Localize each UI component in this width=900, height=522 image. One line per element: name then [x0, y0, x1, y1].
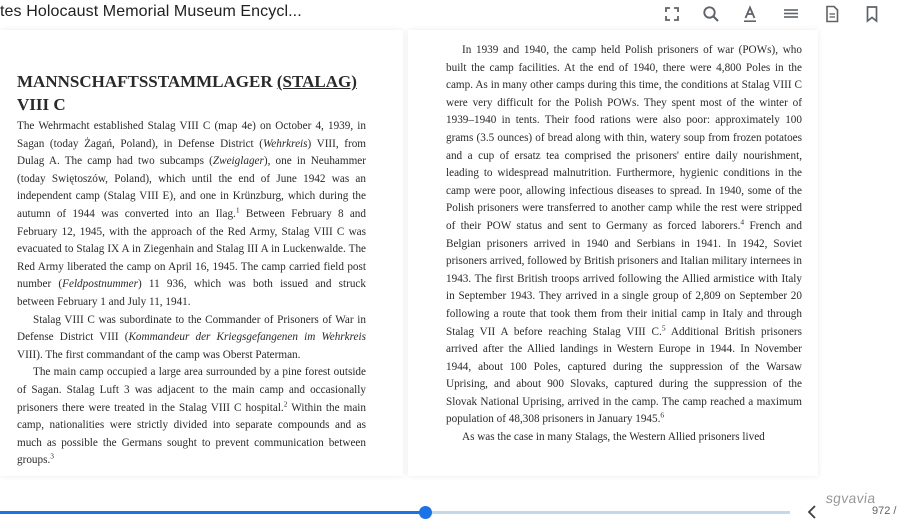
footnote-ref[interactable]: 5	[661, 322, 666, 332]
document-title: tes Holocaust Memorial Museum Encycl...	[0, 3, 302, 20]
search-icon[interactable]	[699, 2, 723, 26]
right-page-body	[446, 42, 802, 447]
paragraph: As was the case in many Stalags, the Western Allied prisoners lived	[462, 431, 765, 444]
bookmark-icon[interactable]	[860, 2, 884, 26]
progress-fill	[0, 511, 425, 514]
contents-icon[interactable]	[779, 2, 803, 26]
left-page-body	[17, 118, 366, 470]
paragraph: In 1939 and 1940, the camp held Polish prisoners of war (POWs), who built the camp facilities. At the end of 1940, there were 4,800 Poles in the camp. As in many other camps during this time, the conditions at Stalag VIII C were very difficult for the Polish POWs. They spent most of the winter of 1939–1940 in tents. Their food rations were also poor: approximately 100 grams (3.5 ounces) of bread along with thin, watery soup from frozen potatoes and a cup of ersatz tea comprised the prisoners' entire daily nourishment, leading to widespread malnutrition. Furthermore, hygienic conditions in the camp were poor, allowing infectious diseases to spread. In 1940, some of the Polish prisoners were transferred to another camp while the rest were stripped of their POW status and sent to Germany as forced laborers.$^4$ French and Belgian prisoners arrived in 1940 and Serbians in 1941. In 1942, Soviet prisoners arrived, followed by British prisoners and Italian military internees in 1943. The first British troops arrived following the Allied armistice with Italy in September 1943. They arrived in a single group of 2,809 on September 20 following a route that took them from their initial camp in Italy and through Stalag VII A before reaching Stalag VIII C.$^5$ Additional British prisoners arrived after the Allied landings in Western Europe in 1944. In November 1944, about 100 Poles, captured during the suppression of the Warsaw Uprising, and about 900 Slovaks, captured during the suppression of the Slovak National Uprising, arrived in the camp. The camp reached a maximum population of 48,308 prisoners in January 1945.$^6$	[446, 44, 802, 426]
footnote-ref[interactable]: 3	[50, 451, 55, 461]
paragraph: Stalag VIII C was subordinate to the Commander of Prisoners of War in Defense District VIII (Kommandeur der Kriegsgefangenen im Wehrkreis VIII). The first commandant of the camp was Oberst Paterman.	[17, 313, 366, 361]
reader-toolbar	[0, 0, 900, 30]
paragraph: The Wehrmacht established Stalag VIII C (map 4e) on October 4, 1939, in Sagan (today Żagań, Poland), in Defense District (Wehrkreis) VIII, from Dulag A. The camp had two subcamps (Zweiglager), one in Neuhammer (today Swiętoszów, Poland), which until the end of June 1942 was an independent camp (Stalag VIII E), and one in Krünzburg, which during the autumn of 1944 was converted into an Ilag.$^1$ Between February 8 and February 12, 1945, with the approach of the Red Army, Stalag VIII C was evacuated to Stalag IX A in Ziegenhain and Stalag III A in Luckenwalde. The Red Army liberated the camp on April 16, 1945. The camp carried field post number (Feldpostnummer) 11 936, which was both issued and struck between February 1 and July 11, 1941.	[17, 120, 366, 308]
right-page	[408, 30, 818, 476]
chapter-heading	[17, 70, 387, 116]
previous-page-button[interactable]	[803, 502, 821, 522]
page-count: 972 /	[872, 505, 897, 517]
left-page	[0, 30, 403, 476]
heading-line2: VIII C	[17, 95, 66, 114]
notes-icon[interactable]	[820, 2, 844, 26]
heading-underlined-text: (STALAG)	[276, 72, 357, 91]
footnote-ref[interactable]: 1	[235, 205, 240, 215]
watermark: sgvavia	[825, 490, 877, 506]
progress-thumb[interactable]	[419, 506, 432, 519]
heading-text: MANNSCHAFTSSTAMMLAGER	[17, 72, 277, 91]
chevron-left-icon	[806, 504, 818, 520]
footnote-ref[interactable]: 6	[660, 410, 665, 420]
footnote-ref[interactable]: 4	[740, 217, 745, 227]
paragraph: The main camp occupied a large area surrounded by a pine forest outside of Sagan. Stalag Luft 3 was adjacent to the main camp and occasionally prisoners there were treated in the Stalag VIII C hospital.$^2$ Within the main camp, nationalities were strictly divided into separate compounds and as much as possible the Germans sought to prevent communication between groups.$^3$	[17, 366, 366, 467]
fullscreen-icon[interactable]	[660, 2, 684, 26]
reading-progress-slider[interactable]	[0, 510, 790, 515]
text-format-icon[interactable]	[738, 2, 762, 26]
footnote-ref[interactable]: 2	[283, 398, 288, 408]
